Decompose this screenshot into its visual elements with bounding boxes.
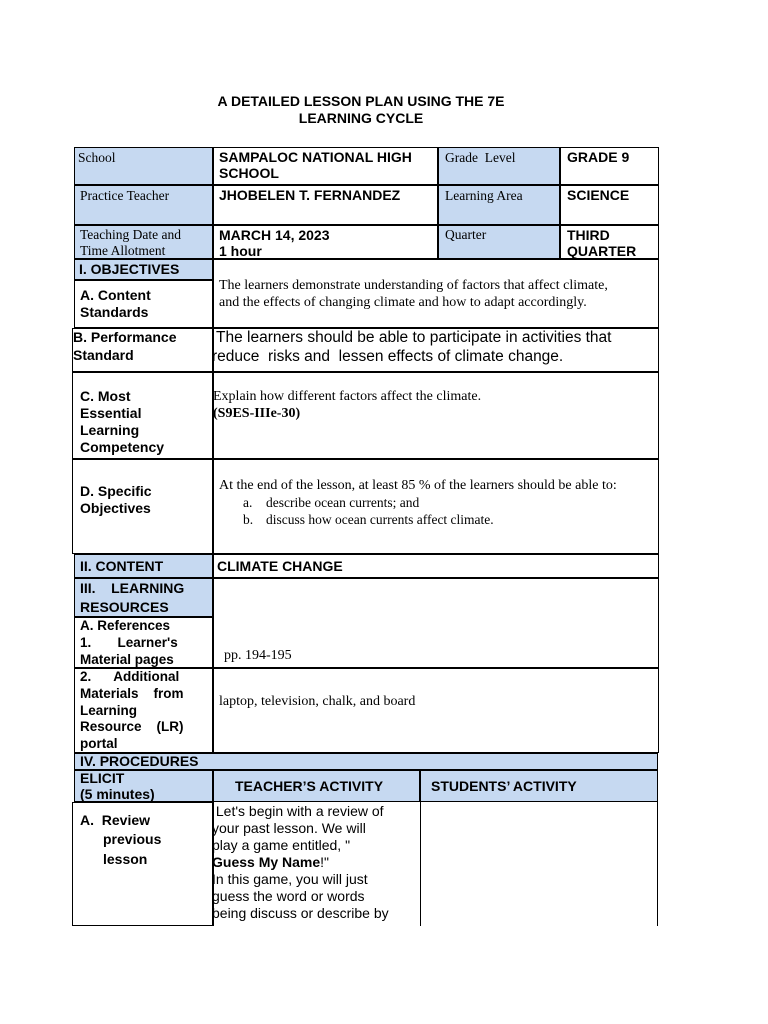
references-label-line3: Material pages (80, 652, 174, 667)
review-text-line4 (212, 854, 329, 870)
additional-label-line3: Learning (80, 703, 138, 718)
content-standards-text-line1: The learners demonstrate understanding of factors that affect climate, (219, 278, 608, 293)
teacher-activity-header: TEACHER’S ACTIVITY (235, 778, 384, 794)
elicit-line2: (5 minutes) (80, 786, 155, 802)
review-text-line5: In this game, you will just (212, 871, 368, 887)
document-title-line1: A DETAILED LESSON PLAN USING THE 7E (217, 93, 505, 109)
date-label-line1: Teaching Date and (80, 227, 182, 242)
date-value-line1: MARCH 14, 2023 (219, 227, 330, 243)
additional-label-line5: portal (80, 736, 118, 751)
review-text-line2: your past lesson. We will (212, 820, 366, 836)
specific-label-line2: Objectives (80, 500, 151, 516)
melc-text: Explain how different factors affect the climate. (213, 389, 482, 404)
performance-text-line1: The learners should be able to participate in activities that (216, 329, 612, 346)
grade-label: Grade Level (445, 150, 516, 165)
melc-code: (S9ES-IIIe-30) (213, 406, 301, 421)
performance-text-line2: reduce risks and lessen effects of climate change. (212, 348, 564, 365)
review-label-line1: A. Review (80, 812, 151, 828)
additional-label-line4: Resource (LR) (80, 719, 184, 734)
review-text-line3: play a game entitled, " (212, 837, 351, 853)
review-student-cell (420, 802, 658, 926)
objectives-heading: I. OBJECTIVES (79, 261, 180, 277)
quarter-value-line1: THIRD (567, 227, 610, 243)
student-activity-header: STUDENTS’ ACTIVITY (431, 778, 577, 794)
area-label: Learning Area (445, 188, 523, 203)
elicit-line1: ELICIT (80, 770, 125, 786)
procedures-heading: IV. PROCEDURES (80, 753, 199, 769)
school-value-line1: SAMPALOC NATIONAL HIGH (219, 149, 412, 165)
review-game-end: !" (320, 854, 330, 870)
quarter-label: Quarter (445, 227, 487, 242)
teacher-label: Practice Teacher (80, 188, 170, 203)
content-standards-label-line1: A. Content (80, 287, 151, 303)
document-title-line2: LEARNING CYCLE (298, 110, 424, 126)
melc-label-line3: Learning (80, 422, 140, 438)
melc-label-line1: C. Most (80, 388, 131, 404)
melc-label-line4: Competency (80, 439, 165, 455)
resources-heading-line2: RESOURCES (80, 599, 169, 615)
performance-label-line2: Standard (73, 347, 134, 363)
quarter-value-line2: QUARTER (567, 243, 637, 259)
review-text-line6: guess the word or words (212, 888, 365, 904)
date-value-line2: 1 hour (219, 243, 262, 259)
content-standards-label-line2: Standards (80, 304, 149, 320)
specific-item-marker-b: b. (243, 512, 254, 527)
review-game-name: Guess My Name (212, 854, 321, 870)
content-standards-text-line2: and the effects of changing climate and how to adapt accordingly. (219, 295, 587, 310)
references-label-line1: A. References (80, 618, 171, 633)
specific-item-a: describe ocean currents; and (266, 495, 420, 510)
date-label-line2: Time Allotment (80, 243, 166, 258)
specific-intro: At the end of the lesson, at least 85 % of the learners should be able to: (219, 478, 617, 493)
specific-label-line1: D. Specific (80, 483, 152, 499)
content-heading: II. CONTENT (80, 558, 164, 574)
additional-value-cell (213, 668, 659, 753)
review-text-line1: Let's begin with a review of (212, 803, 384, 819)
references-label-line2: 1. Learner's (80, 635, 178, 650)
additional-label-line1: 2. Additional (80, 669, 180, 684)
specific-item-marker-a: a. (243, 495, 253, 510)
specific-item-b: discuss how ocean currents affect climate. (266, 512, 494, 527)
teacher-value: JHOBELEN T. FERNANDEZ (219, 187, 401, 203)
grade-value: GRADE 9 (567, 149, 630, 165)
review-label-line3: lesson (103, 851, 148, 867)
school-label: School (78, 150, 116, 165)
additional-value: laptop, television, chalk, and board (219, 694, 416, 709)
review-text-line7: being discuss or describe by (212, 905, 389, 921)
performance-label-line1: B. Performance (73, 329, 177, 345)
content-value: CLIMATE CHANGE (217, 558, 343, 574)
area-value: SCIENCE (567, 187, 630, 203)
school-value-line2: SCHOOL (219, 165, 279, 181)
review-label-line2: previous (103, 831, 162, 847)
additional-label-line2: Materials from (80, 686, 184, 701)
resources-heading-line1: III. LEARNING (80, 580, 185, 596)
references-value: pp. 194-195 (224, 648, 292, 663)
melc-label-line2: Essential (80, 405, 142, 421)
